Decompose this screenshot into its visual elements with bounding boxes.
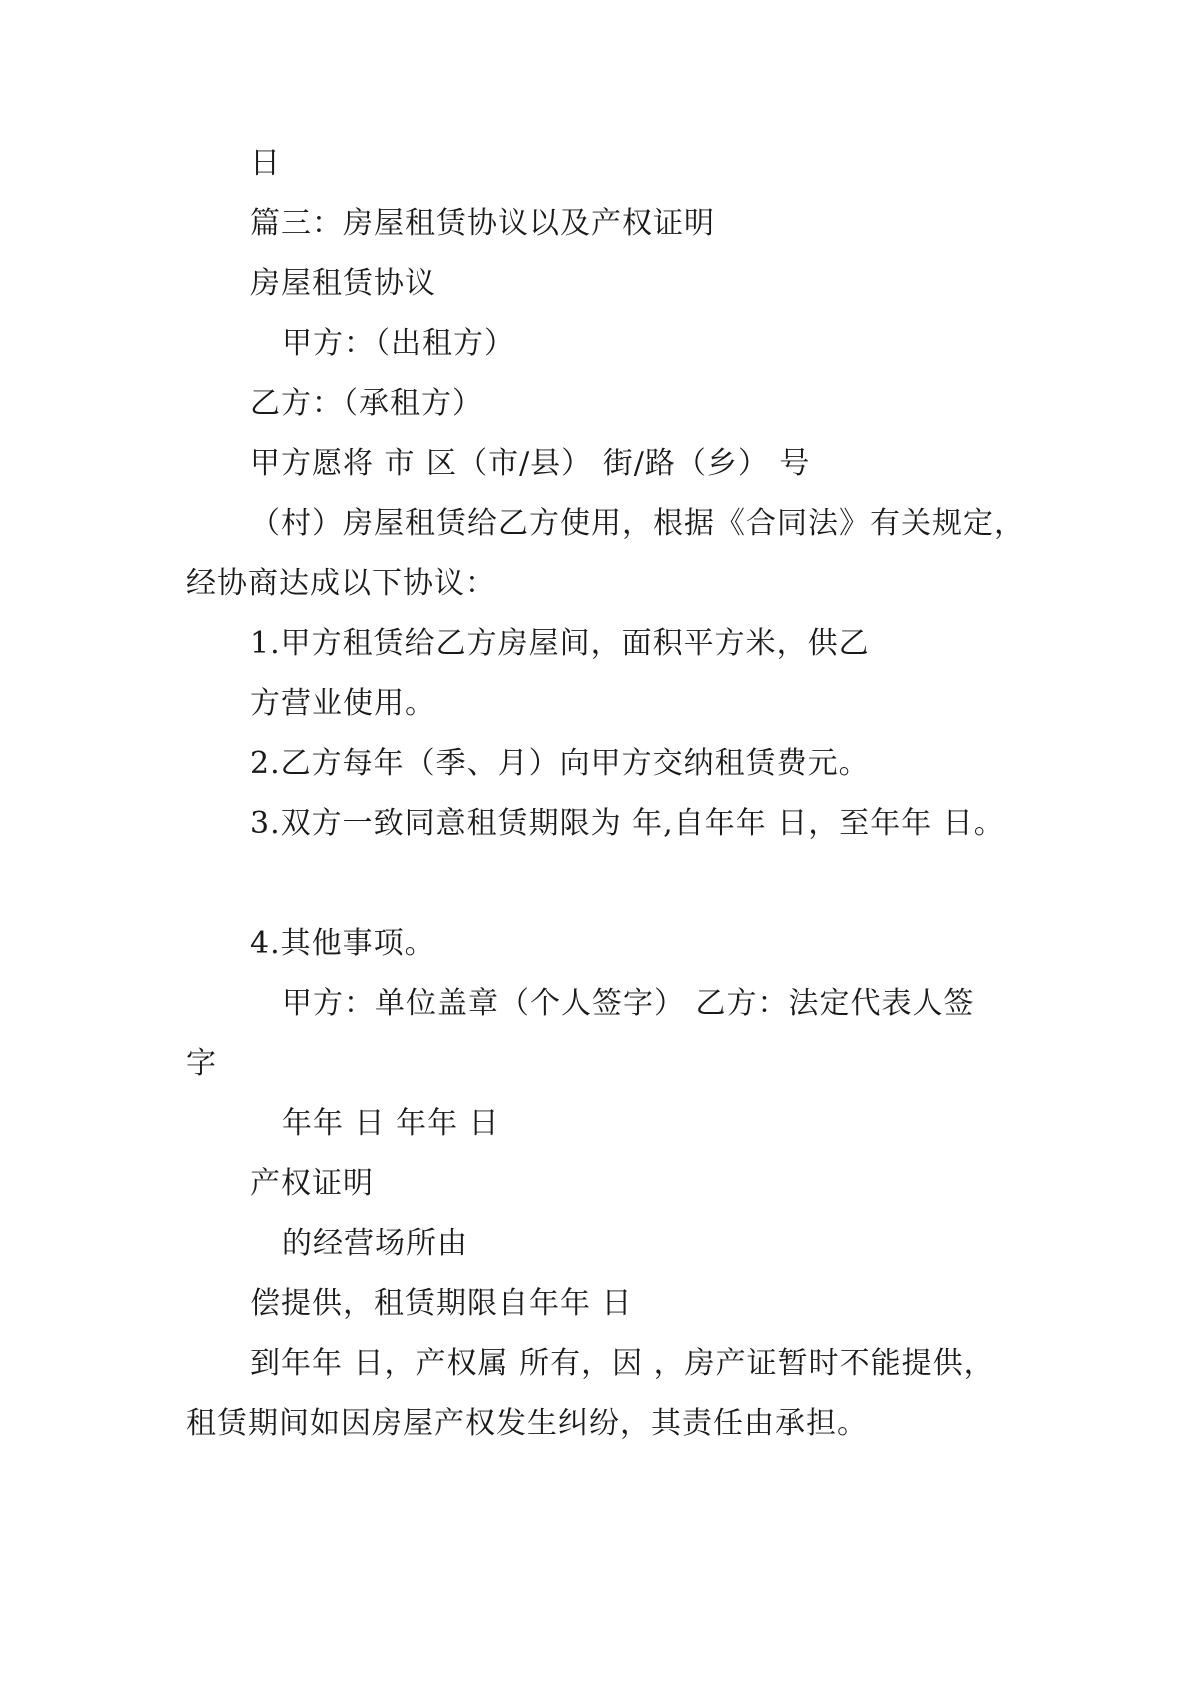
text-line: 经协商达成以下协议： (186, 566, 496, 601)
text-line: 到年年 日，产权属 所有，因 ，房产证暂时不能提供， (250, 1346, 995, 1381)
section-heading: 篇三：房屋租赁协议以及产权证明 (250, 206, 715, 241)
clause-1: 1.甲方租赁给乙方房屋间，面积平方米，供乙 (250, 626, 870, 661)
text-line: 的经营场所由 (282, 1226, 468, 1261)
document-title: 房屋租赁协议 (250, 266, 436, 301)
text-line: 租赁期间如因房屋产权发生纠纷，其责任由承担。 (186, 1406, 868, 1441)
text-line: 偿提供，租赁期限自年年 日 (250, 1286, 633, 1321)
text-line: （村）房屋租赁给乙方使用，根据《合同法》有关规定， (250, 506, 1025, 541)
signature-line: 甲方：单位盖章（个人签字） 乙方：法定代表人签 (282, 986, 975, 1021)
clause-2: 2.乙方每年（季、月）向甲方交纳租赁费元。 (250, 746, 870, 781)
clause-4: 4.其他事项。 (250, 926, 436, 961)
party-b-line: 乙方：（承租方） (250, 386, 483, 421)
text-line: 字 (186, 1046, 217, 1081)
text-line: 日 (250, 146, 281, 181)
section-heading: 产权证明 (250, 1166, 374, 1201)
clause-3: 3.双方一致同意租赁期限为 年,自年年 日，至年年 日。 (250, 806, 1005, 841)
text-line: 方营业使用。 (250, 686, 436, 721)
date-line: 年年 日 年年 日 (282, 1106, 500, 1141)
party-a-line: 甲方：（出租方） (282, 326, 515, 361)
text-line: 甲方愿将 市 区（市/县） 街/路（乡） 号 (250, 446, 811, 481)
